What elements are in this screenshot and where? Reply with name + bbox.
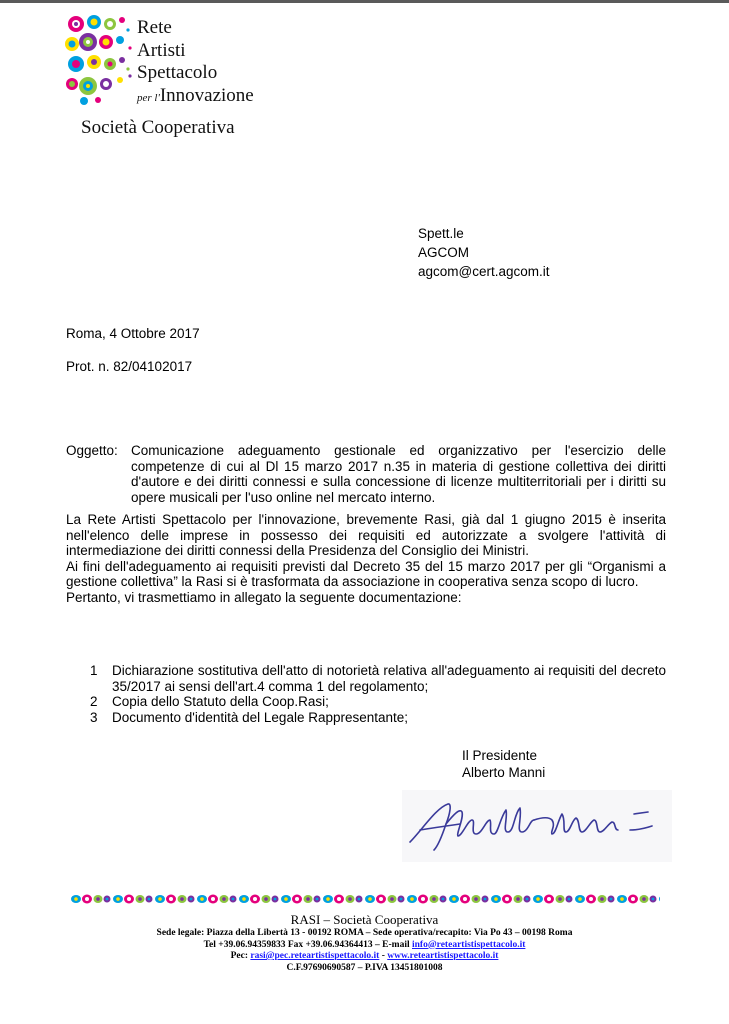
footer-email-link[interactable]: info@reteartistispettacolo.it bbox=[412, 939, 526, 950]
letter-body bbox=[66, 512, 666, 605]
decorative-border-strip bbox=[70, 891, 660, 907]
signer-name: Alberto Manni bbox=[462, 765, 546, 780]
letter-footer bbox=[0, 912, 729, 974]
list-item-number: 3 bbox=[90, 709, 98, 725]
footer-address: Sede legale: Piazza della Libertà 13 - 00192 ROMA – Sede operativa/recapito: Via Po 43 – 00198 Roma bbox=[156, 928, 573, 938]
signer-role: Il Presidente bbox=[462, 748, 538, 763]
body-paragraph-3: Pertanto, vi trasmettiamo in allegato la seguente documentazione: bbox=[66, 589, 462, 605]
footer-contacts bbox=[0, 940, 729, 952]
list-item-text: Dichiarazione sostitutiva dell'atto di notorietà relativa all'adeguamento ai requisiti del decreto 35/2017 ai sensi dell'art.4 comma 1 del regolamento; bbox=[112, 663, 666, 694]
brand-name bbox=[137, 17, 254, 109]
footer-website-link[interactable]: www.reteartistispettacolo.it bbox=[387, 951, 499, 961]
body-paragraph-2: Ai fini dell'adeguamento ai requisiti previsti dal Decreto 35 del 15 marzo 2017 per gli “Organismi a gestione collettiva” la Rasi si è trasformata da associazione in cooperativa senza scopo di lucro. bbox=[66, 558, 666, 589]
recipient-name: AGCOM bbox=[418, 245, 470, 260]
footer-pec-label: Pec: bbox=[230, 951, 251, 961]
list-item bbox=[90, 710, 666, 726]
protocol-number: Prot. n. 82/04102017 bbox=[66, 359, 193, 374]
footer-tel-fax: Tel +39.06.94359833 Fax +39.06.94364413 – E-mail bbox=[203, 939, 412, 950]
footer-pec-link[interactable]: rasi@pec.reteartistispettacolo.it bbox=[250, 951, 380, 961]
body-paragraph-1: La Rete Artisti Spettacolo per l'innovazione, brevemente Rasi, già dal 1 giugno 2015 è inserita nell'elenco delle imprese in possesso dei requisiti ed autorizzate a svolgere l'attività di intermediazione dei diritti connessi della Presidenza del Consiglio dei Ministri. bbox=[66, 512, 666, 558]
brand-line-rete: Rete bbox=[137, 17, 172, 38]
brand-per: per l' bbox=[137, 91, 160, 104]
recipient-block bbox=[418, 224, 550, 281]
brand-line-artisti: Artisti bbox=[137, 39, 186, 61]
list-item-text: Copia dello Statuto della Coop.Rasi; bbox=[112, 694, 329, 709]
recipient-email: agcom@cert.agcom.it bbox=[418, 264, 550, 279]
subject-label: Oggetto: bbox=[66, 443, 118, 458]
brand-last: Innovazione bbox=[159, 84, 254, 106]
signature-block bbox=[462, 747, 545, 781]
handwritten-signature-icon bbox=[402, 790, 672, 862]
footer-separator: - bbox=[379, 951, 388, 961]
rasi-logo-icon bbox=[64, 14, 144, 106]
footer-fiscal: C.F.97690690587 – P.IVA 13451801008 bbox=[286, 962, 443, 973]
brand-line-innovazione bbox=[137, 85, 254, 110]
attachments-list bbox=[90, 663, 666, 725]
footer-pec-web bbox=[0, 951, 729, 963]
company-type: Società Cooperativa bbox=[81, 117, 235, 138]
letter-date: Roma, 4 Ottobre 2017 bbox=[66, 326, 200, 341]
list-item-number: 1 bbox=[90, 663, 98, 678]
list-item-number: 2 bbox=[90, 694, 98, 709]
footer-title: RASI – Società Cooperativa bbox=[290, 912, 439, 927]
subject-text: Comunicazione adeguamento gestionale ed organizzativo per l'esercizio delle competenze di cui al Dl 15 marzo 2017 n.35 in materia di gestione collettiva dei diritti d'autore e dei diritti connessi e sulla concessione di licenze multiterritoriali per i diritti su opere musicali per l'uso online nel mercato interno. bbox=[131, 443, 666, 505]
list-item bbox=[90, 663, 666, 694]
top-border bbox=[0, 0, 729, 3]
list-item bbox=[90, 694, 666, 710]
list-item-text: Documento d'identità del Legale Rappresentante; bbox=[112, 709, 409, 725]
subject-block bbox=[66, 443, 666, 505]
recipient-salutation: Spett.le bbox=[418, 226, 464, 241]
brand-line-spettacolo: Spettacolo bbox=[137, 62, 218, 83]
